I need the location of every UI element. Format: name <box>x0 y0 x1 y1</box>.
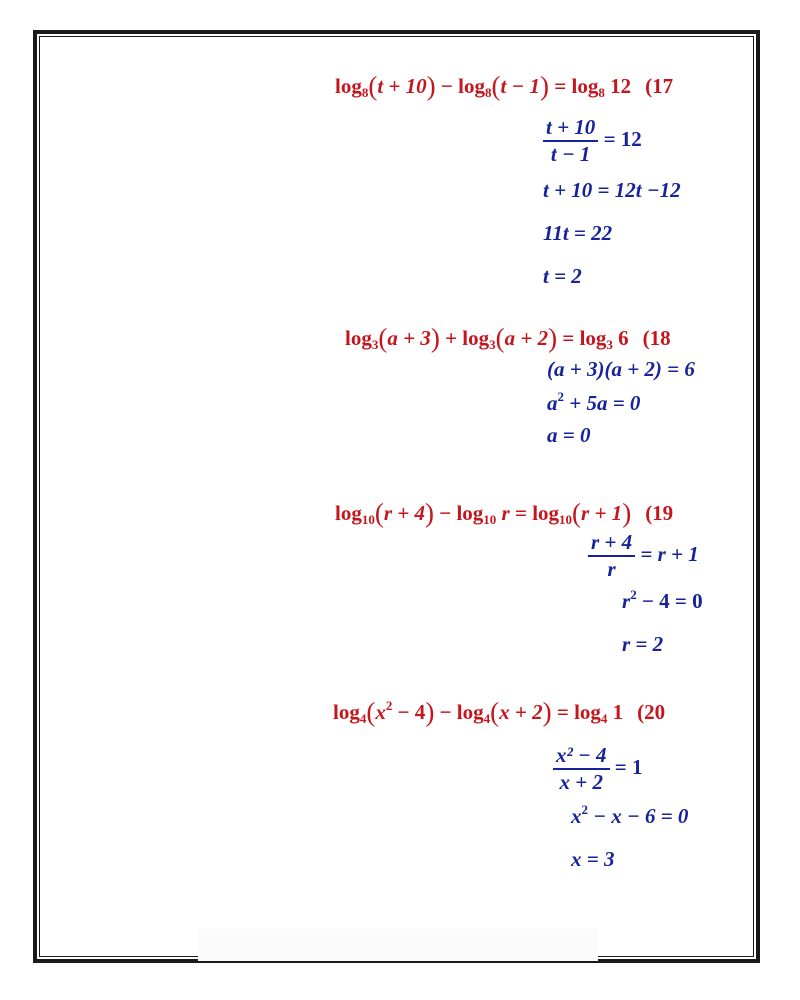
problem-number: (18 <box>642 326 671 350</box>
step-20-fraction: $\frac{\text{x² − 4}}{x + 2}$ = 1 <box>553 745 643 793</box>
equation-19: $\log_{10}(r + 4) - \log_{10} r = \log_{10}(r + 1)$ (19 <box>335 498 674 528</box>
step-18-1: (a + 3)(a + 2) = 6 <box>547 357 695 381</box>
step-17-3: 11t = 22 <box>543 221 613 245</box>
step-17-4: t = 2 <box>543 264 582 288</box>
equation-20: $\log_4(x^2 - 4) - \log_4(x + 2) = \log_4 1$ (20 <box>333 697 666 727</box>
equation-18: $\log_3(a + 3) + \log_3(a + 2) = \log_3 6$ (18 <box>345 323 671 353</box>
equation-17: $\log_8(t + 10) - \log_8(t - 1) = \log_8 12$ (17 <box>335 71 674 101</box>
step-19-3: r = 2 <box>622 632 664 656</box>
step-19-fraction: $\frac{r + 4}{r}$ = r + 1 <box>588 532 699 580</box>
step-18-2: $a^2 + 5a = 0$ <box>547 389 641 415</box>
problem-number: (19 <box>645 501 674 525</box>
step-20-2: $x^2 - x - 6 = 0$ <box>571 802 689 828</box>
step-17-2: t + 10 = 12t −12 <box>543 178 681 202</box>
step-17-fraction: $\frac{t + 10}{t - 1}$ = 12 <box>543 117 642 165</box>
step-18-3: a = 0 <box>547 423 591 447</box>
problem-number: (17 <box>645 74 674 98</box>
faint-footer-strip <box>198 929 598 961</box>
problem-number: (20 <box>637 700 666 724</box>
step-19-2: $r^2 - 4 = 0$ <box>622 587 703 613</box>
step-20-3: x = 3 <box>571 847 615 871</box>
